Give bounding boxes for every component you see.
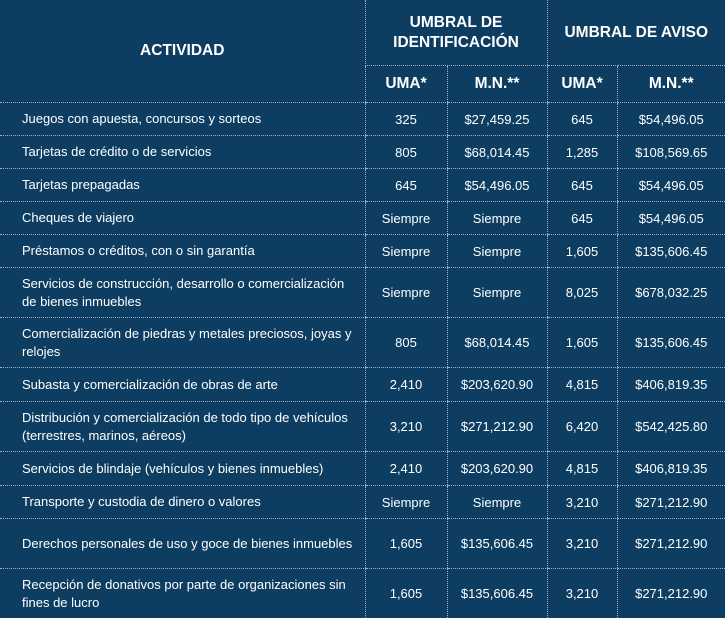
cell-id-uma: 805 (365, 318, 447, 368)
cell-av-mn: $406,819.35 (617, 452, 725, 486)
cell-id-uma: 1,605 (365, 519, 447, 569)
cell-id-mn: $203,620.90 (447, 452, 547, 486)
cell-id-uma: 645 (365, 169, 447, 202)
table-row (0, 235, 725, 268)
cell-actividad: Transporte y custodia de dinero o valores (0, 486, 365, 519)
table-row (0, 402, 725, 452)
cell-av-uma: 3,210 (547, 519, 617, 569)
header-umbral-identificacion: UMBRAL DE IDENTIFICACIÓN (365, 0, 547, 66)
cell-av-uma: 645 (547, 169, 617, 202)
cell-id-uma: 2,410 (365, 368, 447, 402)
cell-id-uma: 325 (365, 103, 447, 136)
cell-id-mn: $27,459.25 (447, 103, 547, 136)
cell-actividad: Comercialización de piedras y metales preciosos, joyas y relojes (0, 318, 365, 368)
table-row (0, 569, 725, 618)
cell-id-uma: 2,410 (365, 452, 447, 486)
table-row (0, 268, 725, 318)
header-av-mn: M.N.** (617, 66, 725, 103)
cell-actividad: Distribución y comercialización de todo tipo de vehículos (terrestres, marinos, aéreos) (0, 402, 365, 452)
table-row (0, 486, 725, 519)
cell-id-mn: $54,496.05 (447, 169, 547, 202)
cell-id-uma: 3,210 (365, 402, 447, 452)
cell-actividad: Servicios de blindaje (vehículos y bienes inmuebles) (0, 452, 365, 486)
cell-id-uma: Siempre (365, 202, 447, 235)
cell-id-mn: $135,606.45 (447, 569, 547, 618)
cell-av-uma: 4,815 (547, 452, 617, 486)
table-row (0, 202, 725, 235)
cell-av-mn: $271,212.90 (617, 486, 725, 519)
cell-id-uma: Siempre (365, 235, 447, 268)
cell-av-mn: $406,819.35 (617, 368, 725, 402)
cell-actividad: Derechos personales de uso y goce de bienes inmuebles (0, 519, 365, 569)
cell-id-mn: Siempre (447, 235, 547, 268)
header-av-uma: UMA* (547, 66, 617, 103)
cell-id-mn: Siempre (447, 268, 547, 318)
cell-av-mn: $135,606.45 (617, 235, 725, 268)
cell-actividad: Recepción de donativos por parte de organizaciones sin fines de lucro (0, 569, 365, 618)
cell-av-mn: $271,212.90 (617, 519, 725, 569)
cell-av-mn: $108,569.65 (617, 136, 725, 169)
cell-actividad: Servicios de construcción, desarrollo o comercialización de bienes inmuebles (0, 268, 365, 318)
table-row (0, 452, 725, 486)
header-id-mn: M.N.** (447, 66, 547, 103)
cell-av-uma: 6,420 (547, 402, 617, 452)
cell-id-mn: $271,212.90 (447, 402, 547, 452)
header-id-uma: UMA* (365, 66, 447, 103)
cell-id-mn: $68,014.45 (447, 136, 547, 169)
cell-id-mn: Siempre (447, 486, 547, 519)
cell-av-mn: $678,032.25 (617, 268, 725, 318)
cell-id-mn: $203,620.90 (447, 368, 547, 402)
cell-av-uma: 645 (547, 103, 617, 136)
cell-id-mn: $135,606.45 (447, 519, 547, 569)
header-umbral-aviso: UMBRAL DE AVISO (547, 0, 725, 66)
cell-id-uma: 805 (365, 136, 447, 169)
cell-av-mn: $54,496.05 (617, 103, 725, 136)
cell-av-mn: $54,496.05 (617, 169, 725, 202)
table-row (0, 136, 725, 169)
table-row (0, 318, 725, 368)
cell-id-uma: Siempre (365, 486, 447, 519)
cell-id-uma: 1,605 (365, 569, 447, 618)
cell-actividad: Préstamos o créditos, con o sin garantía (0, 235, 365, 268)
table-row (0, 519, 725, 569)
table-row (0, 103, 725, 136)
header-actividad: ACTIVIDAD (0, 0, 365, 103)
cell-av-uma: 1,605 (547, 235, 617, 268)
cell-id-mn: $68,014.45 (447, 318, 547, 368)
cell-av-uma: 1,285 (547, 136, 617, 169)
cell-av-uma: 645 (547, 202, 617, 235)
cell-av-uma: 3,210 (547, 569, 617, 618)
cell-av-uma: 1,605 (547, 318, 617, 368)
cell-actividad: Tarjetas de crédito o de servicios (0, 136, 365, 169)
cell-actividad: Juegos con apuesta, concursos y sorteos (0, 103, 365, 136)
table-row (0, 169, 725, 202)
header-row-groups (0, 0, 725, 66)
cell-id-mn: Siempre (447, 202, 547, 235)
cell-av-uma: 3,210 (547, 486, 617, 519)
cell-av-mn: $542,425.80 (617, 402, 725, 452)
cell-av-mn: $135,606.45 (617, 318, 725, 368)
cell-actividad: Cheques de viajero (0, 202, 365, 235)
cell-av-uma: 4,815 (547, 368, 617, 402)
cell-av-uma: 8,025 (547, 268, 617, 318)
cell-av-mn: $271,212.90 (617, 569, 725, 618)
cell-av-mn: $54,496.05 (617, 202, 725, 235)
cell-actividad: Subasta y comercialización de obras de arte (0, 368, 365, 402)
table-row (0, 368, 725, 402)
cell-id-uma: Siempre (365, 268, 447, 318)
cell-actividad: Tarjetas prepagadas (0, 169, 365, 202)
